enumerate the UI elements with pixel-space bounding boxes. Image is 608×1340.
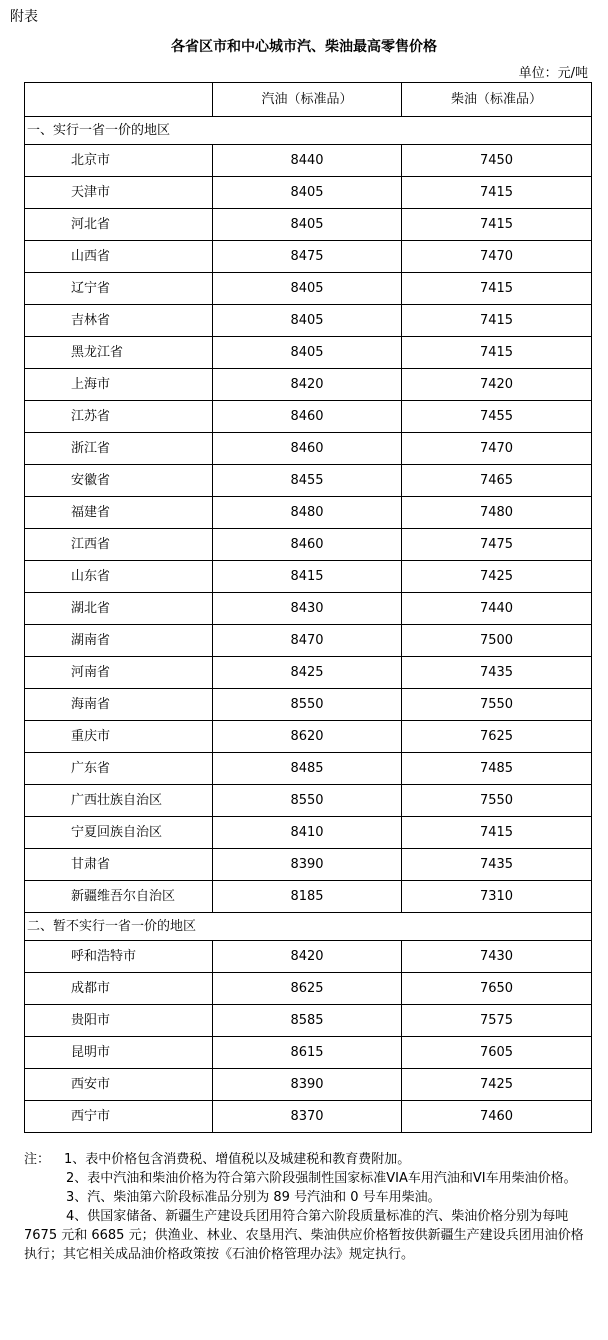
header-cell-gasoline: 汽油（标准品） [213,83,402,117]
table-row [25,1005,592,1037]
diesel-price-cell: 7625 [402,721,592,753]
region-name-cell: 浙江省 [25,433,213,465]
note-item [24,1150,596,1169]
table-row [25,241,592,273]
gasoline-price-cell: 8475 [213,241,402,273]
region-name-cell: 河北省 [25,209,213,241]
region-name-cell: 西安市 [25,1069,213,1101]
gasoline-price-cell: 8405 [213,177,402,209]
gasoline-price-cell: 8550 [213,689,402,721]
diesel-price-cell: 7485 [402,753,592,785]
diesel-price-cell: 7310 [402,881,592,913]
region-name-cell: 福建省 [25,497,213,529]
table-header-row [25,83,592,117]
region-name-cell: 黑龙江省 [25,337,213,369]
region-name-cell: 重庆市 [25,721,213,753]
table-row [25,401,592,433]
table-row [25,849,592,881]
table-row [25,465,592,497]
diesel-price-cell: 7430 [402,941,592,973]
notes-block [24,1150,596,1264]
table-row [25,529,592,561]
diesel-price-cell: 7415 [402,305,592,337]
note-item: 2、表中汽油和柴油价格为符合第六阶段强制性国家标准VIA车用汽油和VI车用柴油价格。 [66,1171,577,1186]
region-name-cell: 江西省 [25,529,213,561]
table-row [25,433,592,465]
diesel-price-cell: 7650 [402,973,592,1005]
table-row [25,593,592,625]
gasoline-price-cell: 8615 [213,1037,402,1069]
gasoline-price-cell: 8420 [213,941,402,973]
diesel-price-cell: 7455 [402,401,592,433]
section-row [25,117,592,145]
gasoline-price-cell: 8185 [213,881,402,913]
diesel-price-cell: 7470 [402,433,592,465]
table-row [25,689,592,721]
diesel-price-cell: 7480 [402,497,592,529]
gasoline-price-cell: 8625 [213,973,402,1005]
gasoline-price-cell: 8425 [213,657,402,689]
region-name-cell: 吉林省 [25,305,213,337]
diesel-price-cell: 7425 [402,561,592,593]
region-name-cell: 广西壮族自治区 [25,785,213,817]
gasoline-price-cell: 8370 [213,1101,402,1133]
table-row [25,973,592,1005]
diesel-price-cell: 7415 [402,273,592,305]
gasoline-price-cell: 8405 [213,305,402,337]
diesel-price-cell: 7415 [402,337,592,369]
diesel-price-cell: 7435 [402,849,592,881]
gasoline-price-cell: 8420 [213,369,402,401]
table-row [25,625,592,657]
region-name-cell: 西宁市 [25,1101,213,1133]
table-row [25,881,592,913]
diesel-price-cell: 7465 [402,465,592,497]
header-cell-diesel: 柴油（标准品） [402,83,592,117]
region-name-cell: 山东省 [25,561,213,593]
gasoline-price-cell: 8620 [213,721,402,753]
diesel-price-cell: 7575 [402,1005,592,1037]
region-name-cell: 上海市 [25,369,213,401]
gasoline-price-cell: 8410 [213,817,402,849]
region-name-cell: 湖南省 [25,625,213,657]
header-cell-region [25,83,213,117]
diesel-price-cell: 7420 [402,369,592,401]
price-table-body [25,83,592,1133]
gasoline-price-cell: 8585 [213,1005,402,1037]
table-title: 各省区市和中心城市汽、柴油最高零售价格 [171,39,437,55]
table-row [25,1037,592,1069]
gasoline-price-cell: 8460 [213,529,402,561]
gasoline-price-cell: 8470 [213,625,402,657]
note-text: 1、表中价格包含消费税、增值税以及城建税和教育费附加。 [64,1152,411,1167]
region-name-cell: 山西省 [25,241,213,273]
table-row [25,145,592,177]
diesel-price-cell: 7425 [402,1069,592,1101]
gasoline-price-cell: 8415 [213,561,402,593]
table-row [25,209,592,241]
diesel-price-cell: 7605 [402,1037,592,1069]
table-row [25,657,592,689]
note-item: 4、供国家储备、新疆生产建设兵团用符合第六阶段质量标准的汽、柴油价格分别为每吨 7675 元和 6685 元；供渔业、林业、农垦用汽、柴油供应价格暂按供新疆生产建设兵团用油价格执行；其它相关成品油价格政策按《石油价格管理办法》规定执行。 [24,1209,584,1262]
gasoline-price-cell: 8430 [213,593,402,625]
gasoline-price-cell: 8405 [213,337,402,369]
region-name-cell: 湖北省 [25,593,213,625]
diesel-price-cell: 7450 [402,145,592,177]
section-label: 一、实行一省一价的地区 [25,117,592,145]
region-name-cell: 海南省 [25,689,213,721]
region-name-cell: 甘肃省 [25,849,213,881]
gasoline-price-cell: 8480 [213,497,402,529]
diesel-price-cell: 7460 [402,1101,592,1133]
diesel-price-cell: 7440 [402,593,592,625]
unit-label: 单位：元/吨 [518,66,588,81]
table-row [25,941,592,973]
diesel-price-cell: 7435 [402,657,592,689]
diesel-price-cell: 7415 [402,209,592,241]
table-row [25,785,592,817]
diesel-price-cell: 7470 [402,241,592,273]
gasoline-price-cell: 8390 [213,1069,402,1101]
gasoline-price-cell: 8485 [213,753,402,785]
table-row [25,1069,592,1101]
gasoline-price-cell: 8455 [213,465,402,497]
table-row [25,177,592,209]
region-name-cell: 贵阳市 [25,1005,213,1037]
attachment-label: 附表 [10,9,38,25]
region-name-cell: 呼和浩特市 [25,941,213,973]
table-row [25,305,592,337]
table-row [25,369,592,401]
section-label: 二、暂不实行一省一价的地区 [25,913,592,941]
table-row [25,1101,592,1133]
diesel-price-cell: 7550 [402,689,592,721]
diesel-price-cell: 7500 [402,625,592,657]
table-row [25,497,592,529]
gasoline-price-cell: 8405 [213,209,402,241]
diesel-price-cell: 7550 [402,785,592,817]
gasoline-price-cell: 8460 [213,401,402,433]
region-name-cell: 天津市 [25,177,213,209]
gasoline-price-cell: 8460 [213,433,402,465]
region-name-cell: 北京市 [25,145,213,177]
section-row [25,913,592,941]
table-row [25,753,592,785]
region-name-cell: 辽宁省 [25,273,213,305]
region-name-cell: 宁夏回族自治区 [25,817,213,849]
region-name-cell: 成都市 [25,973,213,1005]
region-name-cell: 昆明市 [25,1037,213,1069]
gasoline-price-cell: 8405 [213,273,402,305]
region-name-cell: 河南省 [25,657,213,689]
diesel-price-cell: 7415 [402,817,592,849]
region-name-cell: 新疆维吾尔自治区 [25,881,213,913]
table-row [25,337,592,369]
diesel-price-cell: 7415 [402,177,592,209]
table-row [25,817,592,849]
region-name-cell: 江苏省 [25,401,213,433]
gasoline-price-cell: 8390 [213,849,402,881]
gasoline-price-cell: 8550 [213,785,402,817]
notes-prefix: 注： [24,1152,51,1167]
table-row [25,561,592,593]
diesel-price-cell: 7475 [402,529,592,561]
table-row [25,273,592,305]
gasoline-price-cell: 8440 [213,145,402,177]
region-name-cell: 安徽省 [25,465,213,497]
note-item: 3、汽、柴油第六阶段标准品分别为 89 号汽油和 0 号车用柴油。 [66,1190,441,1205]
price-table [24,82,592,1133]
table-row [25,721,592,753]
region-name-cell: 广东省 [25,753,213,785]
